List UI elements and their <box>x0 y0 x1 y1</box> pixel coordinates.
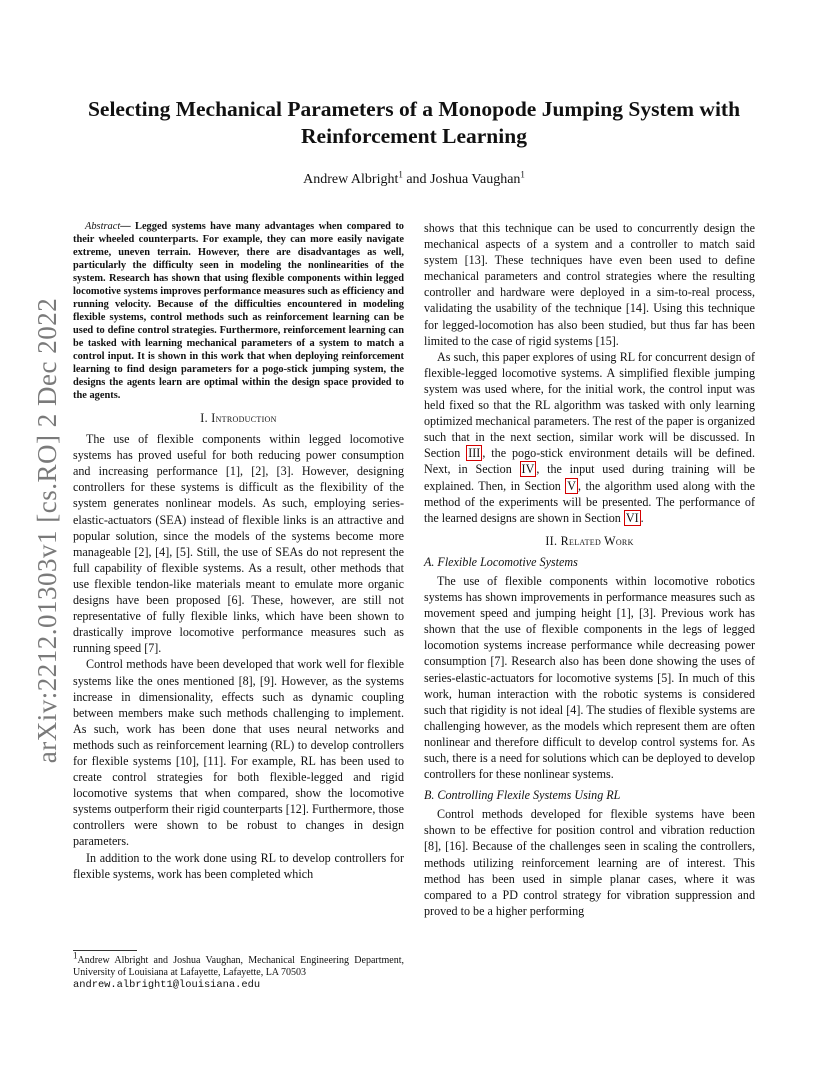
author-2: Joshua Vaughan <box>430 172 521 187</box>
section-link-vi[interactable]: VI <box>625 510 639 525</box>
intro-p4-part-b: , the pogo-stick environment details will be defined. Next, in Section <box>424 446 755 477</box>
subsection-heading-a: A. Flexible Locomotive Systems <box>424 554 578 569</box>
section-heading-related-work <box>424 533 755 549</box>
right-column <box>424 220 755 919</box>
intro-p4-part-a: As such, this paper explores of using RL for concurrent design of flexible-legged locomotive systems. A simplified flexible jumping system was used where, for the initial work, the control input was held fixed so that the RL algorithm was tasked with only learning optimized mechanical parameters. The rest of the paper is organized such that in the next section, similar work will be discussed. In Section <box>424 349 755 461</box>
subsection-heading-b: B. Controlling Flexile Systems Using RL <box>424 788 621 803</box>
section-heading-introduction <box>73 410 404 426</box>
author-email: andrew.albright1@louisiana.edu <box>73 979 261 991</box>
author-1: Andrew Albright <box>303 172 399 187</box>
arxiv-identifier-text: arXiv:2212.01303v1 [cs.RO] 2 Dec 2022 <box>32 297 63 763</box>
author-conjunction: and <box>406 172 427 187</box>
abstract-dash: — <box>120 221 131 232</box>
author-2-affiliation: 1 <box>520 169 525 180</box>
section-link-iv[interactable]: IV <box>521 462 535 477</box>
intro-p4-part-c: , the input used during training will be explained. Then, in Section <box>424 462 755 493</box>
section-link-iii[interactable]: III <box>468 446 481 461</box>
abstract-text: Legged systems have many advantages when compared to their wheeled counterparts. For example, they can more easily navigate extreme, uneven terrain. However, there are disadvantages as well, particularly the difficulty seen in modeling the nonlinearities of the system. Research has shown that using flexible components within legged locomotive systems improves performance measures such as efficiency and running velocity. Because of the difficulties encountered in modeling flexible systems, control methods such as reinforcement learning can be used to define control strategies. Furthermore, reinforcement learning can be tasked with learning mechanical parameters of a system to match a control input. It is shown in this work that when deploying reinforcement learning to find design parameters for a pogo-stick jumping system, the designs the agents learn are optimal within the design space provided to the agents. <box>73 221 404 401</box>
intro-paragraph-4 <box>424 349 755 526</box>
left-column <box>73 220 404 882</box>
intro-p4-part-d: , the algorithm used along with the method of the experiments will be presented. The performance of the learned designs are shown in Section <box>424 478 755 525</box>
intro-paragraph-3-continued: shows that this technique can be used to concurrently design the mechanical aspects of a system and a controller to match said system [13]. These techniques have even been used to define mechanical parameters and control strategies where the resulting controller and hardware were deployed in a sim-to-real process, validating the usability of the technique [14]. Using this technique for legged-locomotion has also been studied, but thus far has been limited to the case of rigid systems [15]. <box>424 221 755 348</box>
intro-paragraph-2: Control methods have been developed that work well for flexible systems like the ones mentioned [8], [9]. However, as the systems increase in dimensionality, effects such as dynamic coupling between members make such methods challenging to implement. As such, work has been done that uses neural networks and methods such as reinforcement learning (RL) to develop controllers for flexible systems [10], [11]. For example, RL has been used to create control strategies for both flexible-legged and rigid locomotive systems that when compared, show the locomotive systems outperform their rigid counterparts [12]. Furthermore, those controllers were shown to be robust to changes in design parameters. <box>73 657 404 849</box>
abstract <box>73 220 404 402</box>
footnote-rule <box>73 950 137 951</box>
related-paragraph-a: The use of flexible components within locomotive robotics systems has shown improvements in performance measures such as movement speed and jumping height [1], [3]. Previous work has shown that the use of flexible components in the legs of legged locomotion systems increase performance while decreasing power consumption [7]. Research also has been done showing the uses of series-elastic-actuators for locomotive systems [5]. In much of this work, human interaction with the robotic systems is considered such that rigidity is not ideal [4]. The studies of flexible systems are challenging however, as the models which represent them are often nonlinear and therefore difficult to develop control systems for. As such, there is a need for solutions which can be deployed to develop controllers for these nonlinear systems. <box>424 573 755 782</box>
footnote <box>73 950 404 991</box>
author-1-affiliation: 1 <box>398 169 403 180</box>
section-title: Introduction <box>211 411 277 425</box>
footnote-text: Andrew Albright and Joshua Vaughan, Mechanical Engineering Department, University of Louisiana at Lafayette, Lafayette, LA 70503 <box>73 955 404 978</box>
arxiv-identifier <box>18 290 78 770</box>
author-line <box>60 169 768 188</box>
related-paragraph-b: Control methods developed for flexible systems have been shown to be effective for position control and vibration reduction [8], [16]. Because of the challenges seen in scaling the controllers, methods utilizing reinforcement learning are of interest. This method has been used in simple planar cases, where it was compared to a PD control strategy for vibration suppression and proved to be a higher performing <box>424 807 755 918</box>
intro-paragraph-3-start: In addition to the work done using RL to develop controllers for flexible systems, work has been completed which <box>73 850 404 881</box>
intro-p4-part-e: . <box>640 510 644 525</box>
abstract-label: Abstract <box>85 221 121 232</box>
footnote-mark: 1 <box>73 950 78 961</box>
section-title: Related Work <box>560 533 634 548</box>
section-number: II. <box>545 533 558 548</box>
intro-paragraph-1: The use of flexible components within legged locomotive systems has proved useful for both reducing power consumption and increasing performance [1], [2], [3]. However, designing controllers for these systems is difficult as the flexibility of the system generates nonlinear models. As such, employing series-elastic-actuators (SEA) instead of flexible links is an attractive and popular solution, since the models of the systems become more manageable [2], [4], [5]. Still, the use of SEAs do not represent the full capability of flexible systems. As a result, other methods that use flexible tendon-like materials meant to emulate more organic designs have been proposed [6]. These, however, are still not representative of fully flexible links, which have been shown to drastically improve locomotive performance measures such as running speed [7]. <box>73 432 404 656</box>
section-number: I. <box>200 411 208 425</box>
section-link-v[interactable]: V <box>567 478 577 493</box>
paper-title: Selecting Mechanical Parameters of a Monopode Jumping System with Reinforcement Learning <box>87 97 741 148</box>
